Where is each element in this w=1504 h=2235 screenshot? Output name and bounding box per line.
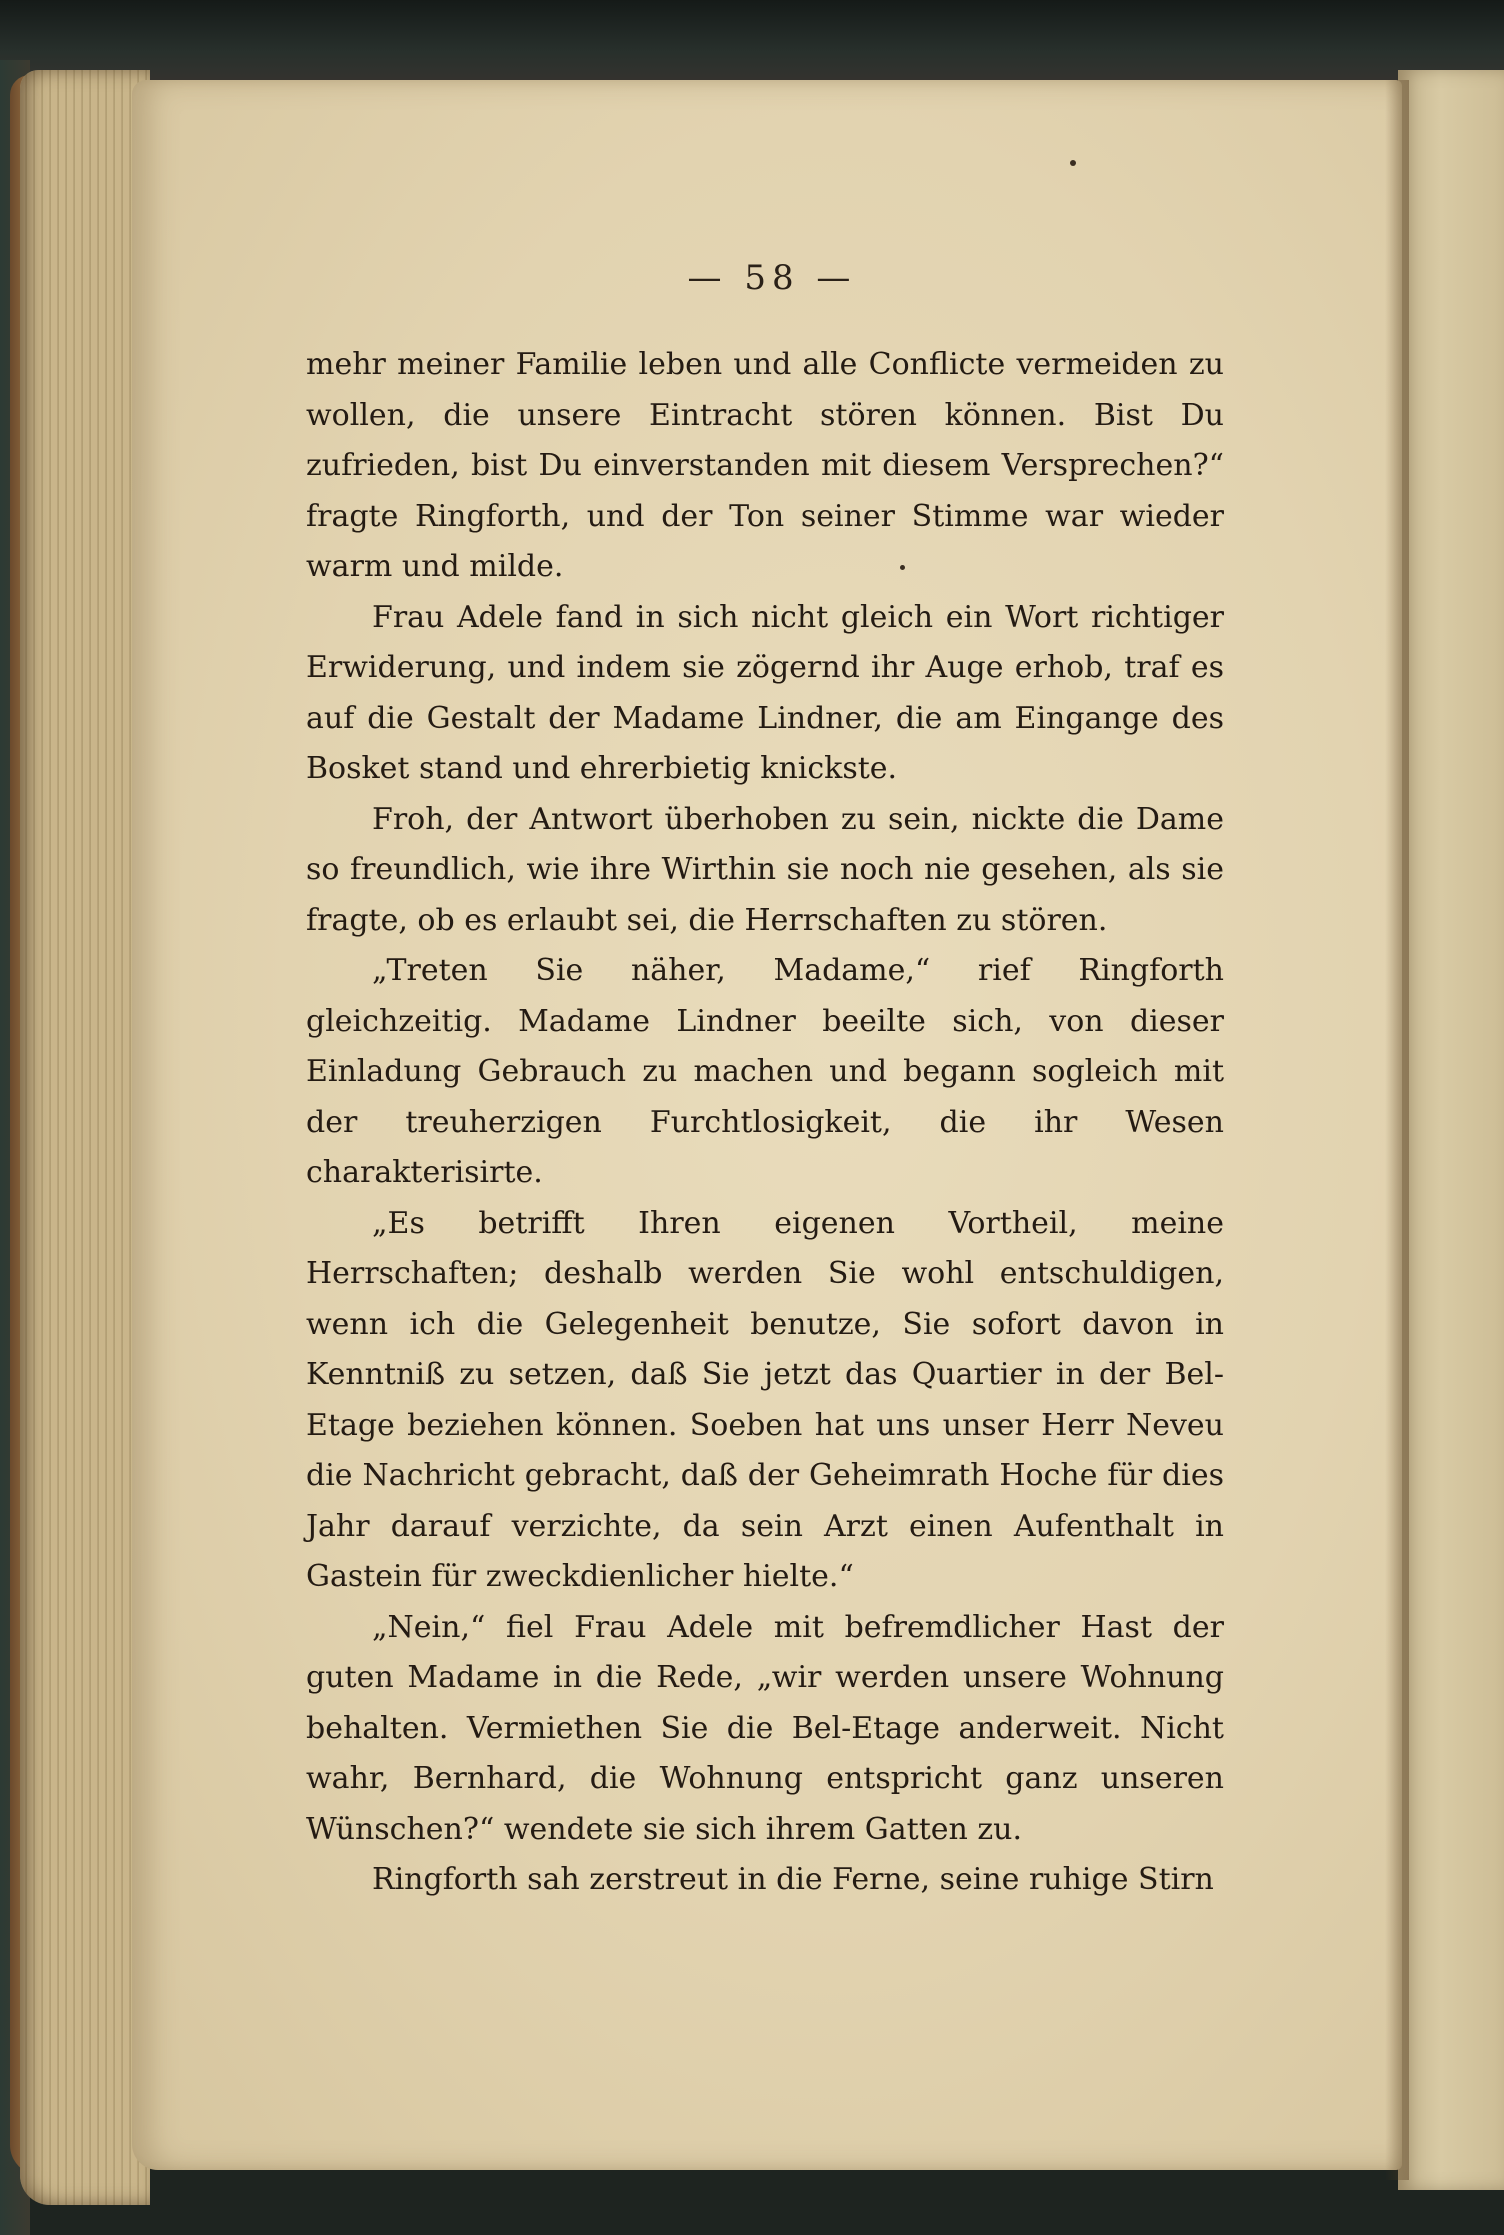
paper-speck xyxy=(1070,160,1076,166)
page-number: — 58 — xyxy=(687,258,857,298)
paragraph: Ringforth sah zerstreut in die Ferne, seine ruhige Stirn xyxy=(372,1862,1214,1897)
stacked-page-edges xyxy=(20,70,150,2205)
paragraph: Frau Adele fand in sich nicht gleich ein Wort richtiger Erwiderung, und indem sie zögernd ihr Auge erhob, traf es auf die Gestalt der Madame Lindner, die am Eingange des Bosket stand und ehrerbietig knickste. xyxy=(306,599,1224,786)
paragraph: mehr meiner Familie leben und alle Conflicte vermeiden zu wollen, die unsere Eintracht stören können. Bist Du zufrieden, bist Du einverstanden mit diesem Versprechen?“ fragte Ringforth, und der Ton seiner Stimme war wieder warm und milde. xyxy=(306,347,1224,584)
paragraph: „Nein,“ fiel Frau Adele mit befremdlicher Hast der guten Madame in die Rede, „wir werden unsere Wohnung behalten. Vermiethen Sie die Bel-Etage anderweit. Nicht wahr, Bernhard, die Wohnung entspricht ganz unseren Wünschen?“ wendete sie sich ihrem Gatten zu. xyxy=(306,1609,1224,1847)
body-text xyxy=(306,340,1224,1906)
facing-page-edge xyxy=(1398,70,1504,2190)
paragraph: „Treten Sie näher, Madame,“ rief Ringforth gleichzeitig. Madame Lindner beeilte sich, von dieser Einladung Gebrauch zu machen und begann sogleich mit der treuherzigen Furchtlosigkeit, die ihr Wesen charakterisirte. xyxy=(306,953,1224,1190)
paragraph: Froh, der Antwort überhoben zu sein, nickte die Dame so freundlich, wie ihre Wirthin sie noch nie gesehen, als sie fragte, ob es erlaubt sei, die Herrschaften zu stören. xyxy=(306,801,1224,938)
gutter-shadow xyxy=(1385,80,1409,2180)
paragraph: „Es betrifft Ihren eigenen Vortheil, meine Herrschaften; deshalb werden Sie wohl entschuldigen, wenn ich die Gelegenheit benutze, Sie sofort davon in Kenntniß zu setzen, daß Sie jetzt das Quartier in der Bel-Etage beziehen können. Soeben hat uns unser Herr Neveu die Nachricht gebracht, daß der Geheimrath Hoche für dies Jahr darauf verzichte, da sein Arzt einen Aufenthalt in Gastein für zweckdienlicher hielte.“ xyxy=(306,1205,1224,1594)
